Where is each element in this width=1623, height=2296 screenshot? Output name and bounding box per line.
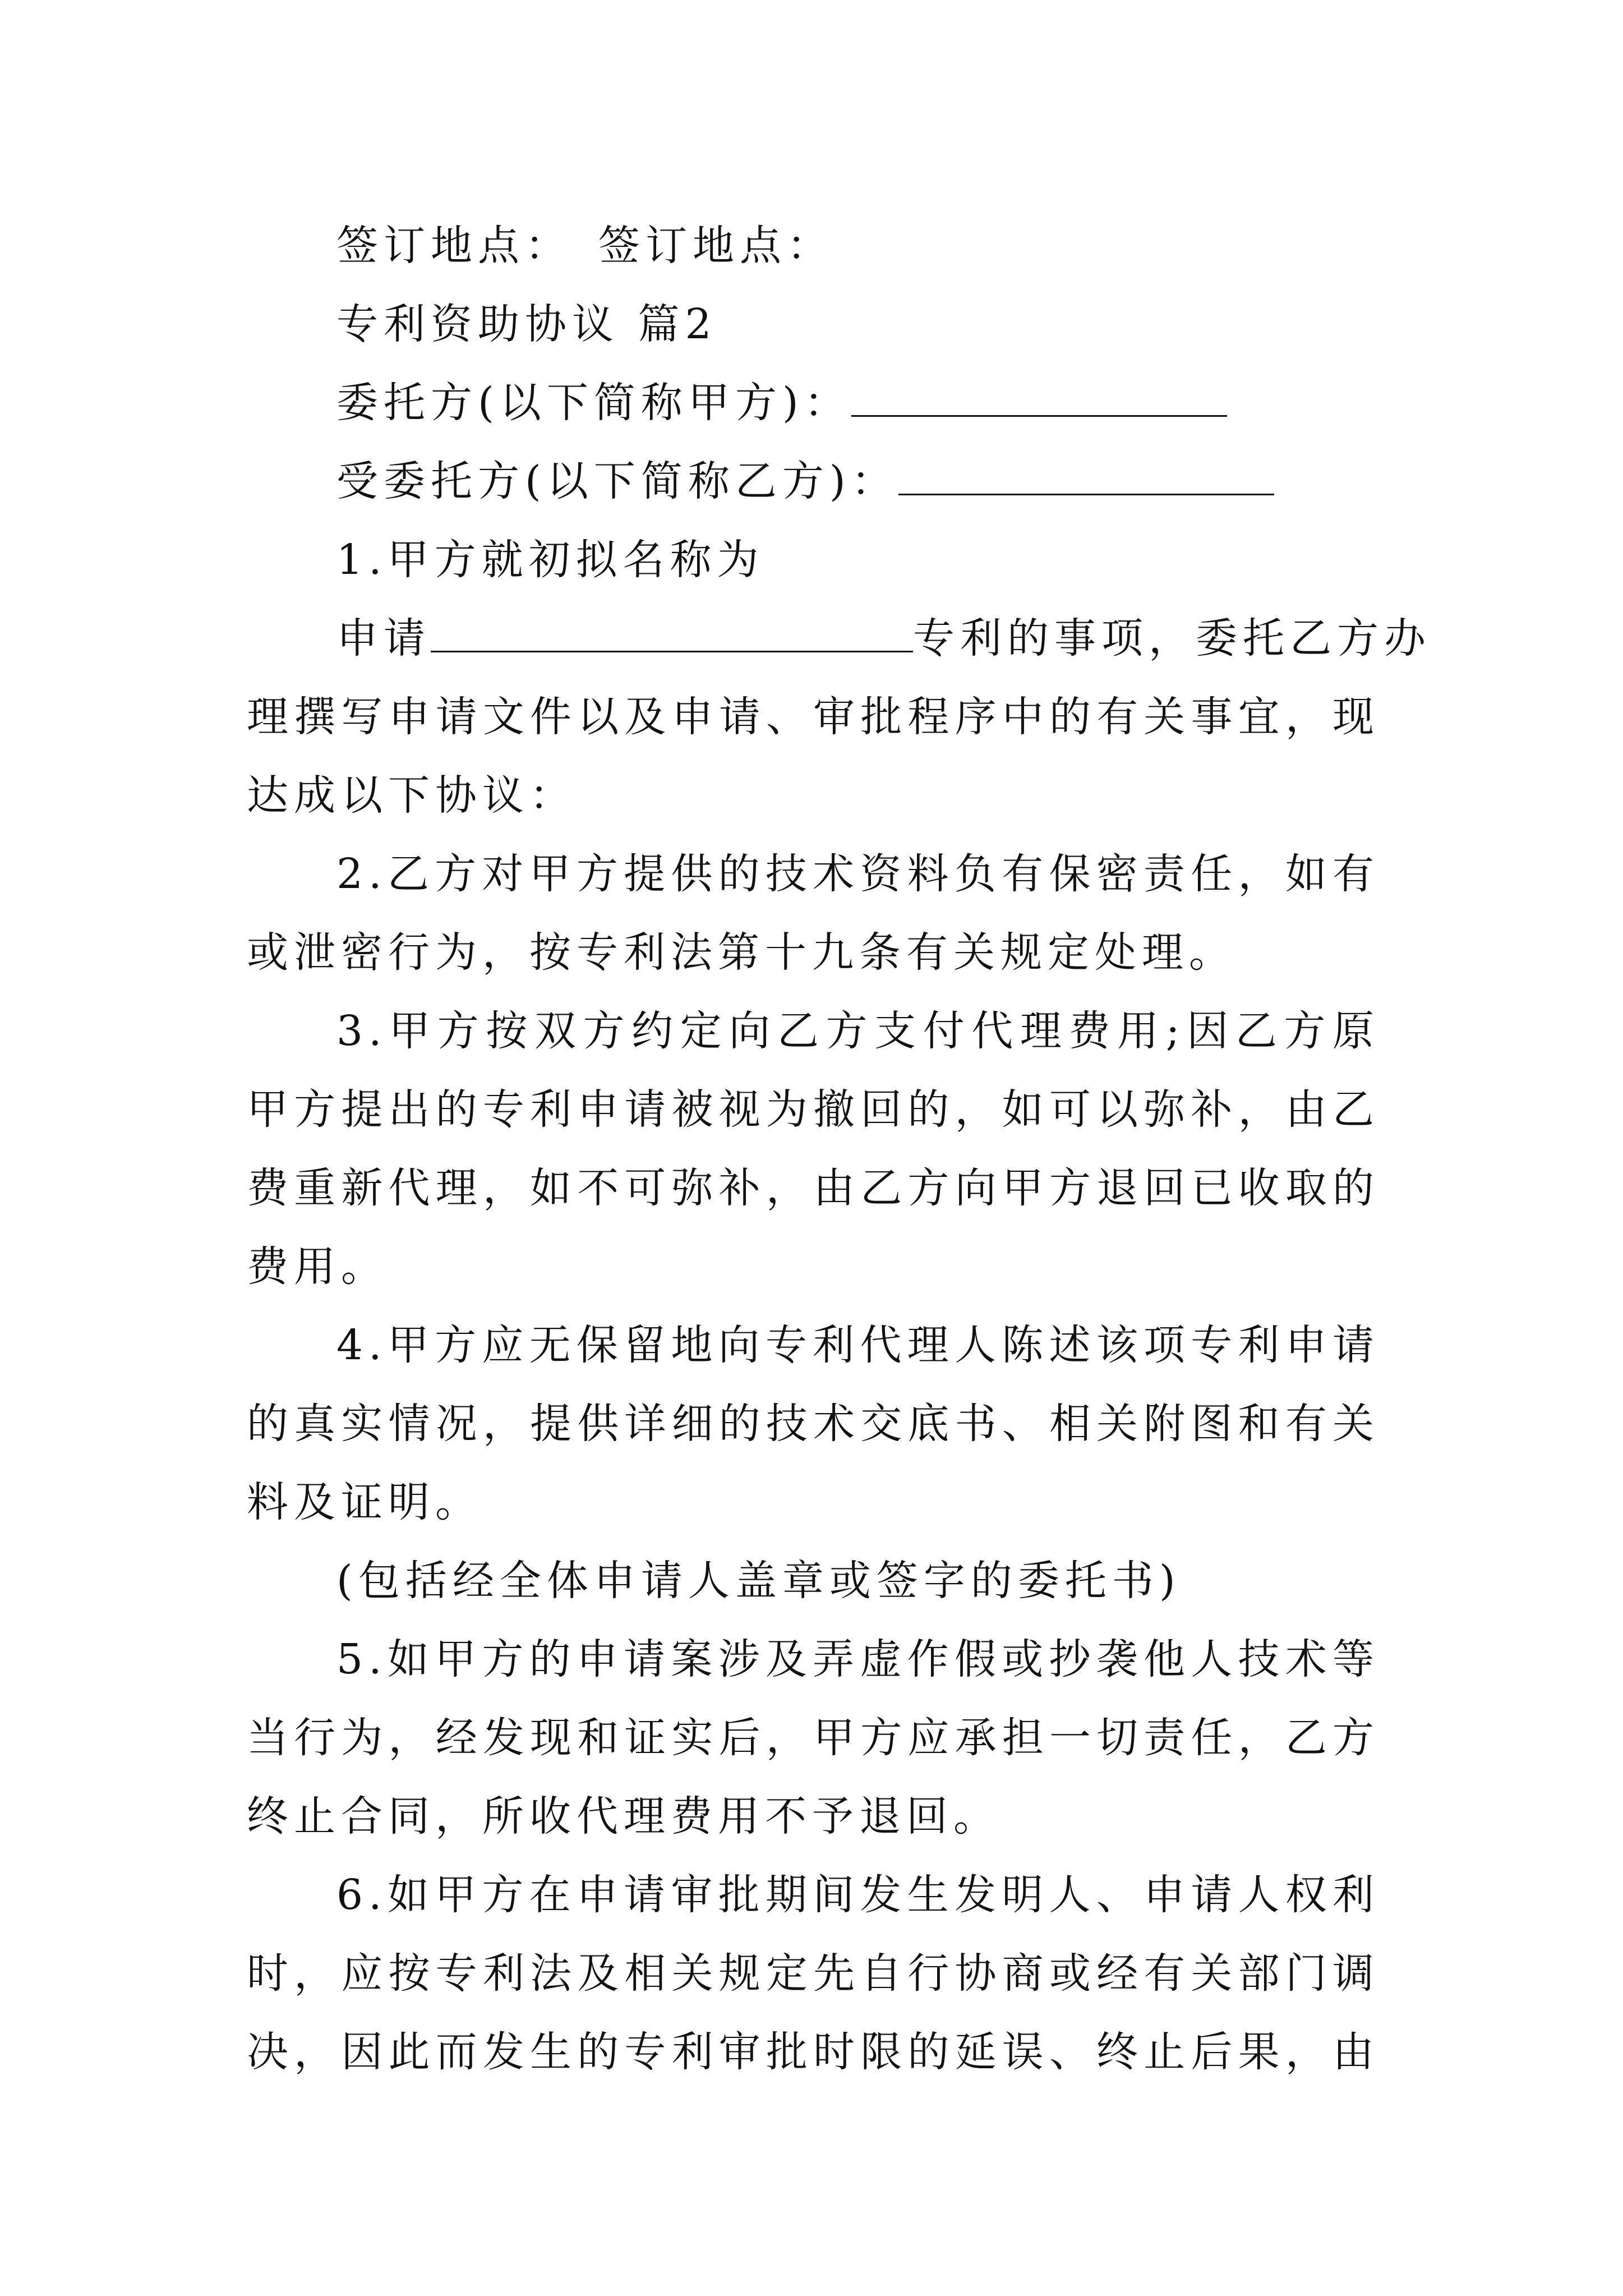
client-party-blank xyxy=(851,376,1227,417)
clause-4-line-3: 料及证明。 xyxy=(247,1478,482,1526)
agreement-title xyxy=(336,296,1380,352)
clause-3-line-1: 3.甲方按双方约定向乙方支付代理费用;因乙方原 xyxy=(336,1007,1380,1055)
clause-3-line-2: 甲方提出的专利申请被视为撤回的，如可以弥补，由乙 xyxy=(247,1085,1380,1134)
clause-1-intro: 1.甲方就初拟名称为 xyxy=(336,536,764,584)
clause-3-line-4: 费用。 xyxy=(247,1243,388,1291)
client-party-label: 委托方(以下简称甲方)： xyxy=(336,379,851,427)
apply-label: 申请 xyxy=(336,614,431,662)
clause-1-continuation: 专利的事项，委托乙方办 xyxy=(913,614,1431,662)
clause-1-line-2 xyxy=(336,610,1431,666)
clause-1-line-3: 理撰写申请文件以及申请、审批程序中的有关事宜，现 xyxy=(247,693,1380,741)
clause-6-line-2: 时，应按专利法及相关规定先自行协商或经有关部门调 xyxy=(247,1949,1380,1998)
clause-6-line-1: 6.如甲方在申请审批期间发生发明人、申请人权利 xyxy=(336,1871,1380,1919)
agent-party-line xyxy=(336,453,1380,509)
clause-1-line-4: 达成以下协议： xyxy=(247,771,577,820)
clause-5-line-1: 5.如甲方的申请案涉及弄虚作假或抄袭他人技术等 xyxy=(336,1635,1380,1683)
clause-4-line-2: 的真实情况，提供详细的技术交底书、相关附图和有关 xyxy=(247,1400,1380,1448)
signing-place-text: 签订地点： 签订地点： xyxy=(336,222,834,270)
agent-party-label: 受委托方(以下简称乙方)： xyxy=(336,457,898,505)
clause-2-line-2: 或泄密行为，按专利法第十九条有关规定处理。 xyxy=(247,928,1236,977)
client-party-line xyxy=(336,375,1380,431)
clause-4-note: (包括经全体申请人盖章或签字的委托书) xyxy=(336,1557,1181,1605)
signing-place-line xyxy=(336,218,1380,274)
clause-6-line-3: 决，因此而发生的专利审批时限的延误、终止后果，由 xyxy=(247,2028,1380,2076)
clause-4-line-1: 4.甲方应无保留地向专利代理人陈述该项专利申请 xyxy=(336,1321,1380,1369)
agreement-title-text: 专利资助协议 篇2 xyxy=(336,300,717,348)
clause-1-line-1 xyxy=(336,532,1380,588)
agent-party-blank xyxy=(898,454,1274,495)
clause-3-line-3: 费重新代理，如不可弥补，由乙方向甲方退回已收取的 xyxy=(247,1164,1380,1212)
patent-name-blank xyxy=(431,611,913,652)
clause-5-line-2: 当行为，经发现和证实后，甲方应承担一切责任，乙方 xyxy=(247,1714,1380,1762)
clause-2-line-1: 2.乙方对甲方提供的技术资料负有保密责任，如有 xyxy=(336,850,1380,898)
clause-5-line-3: 终止合同，所收代理费用不予退回。 xyxy=(247,1792,1000,1841)
